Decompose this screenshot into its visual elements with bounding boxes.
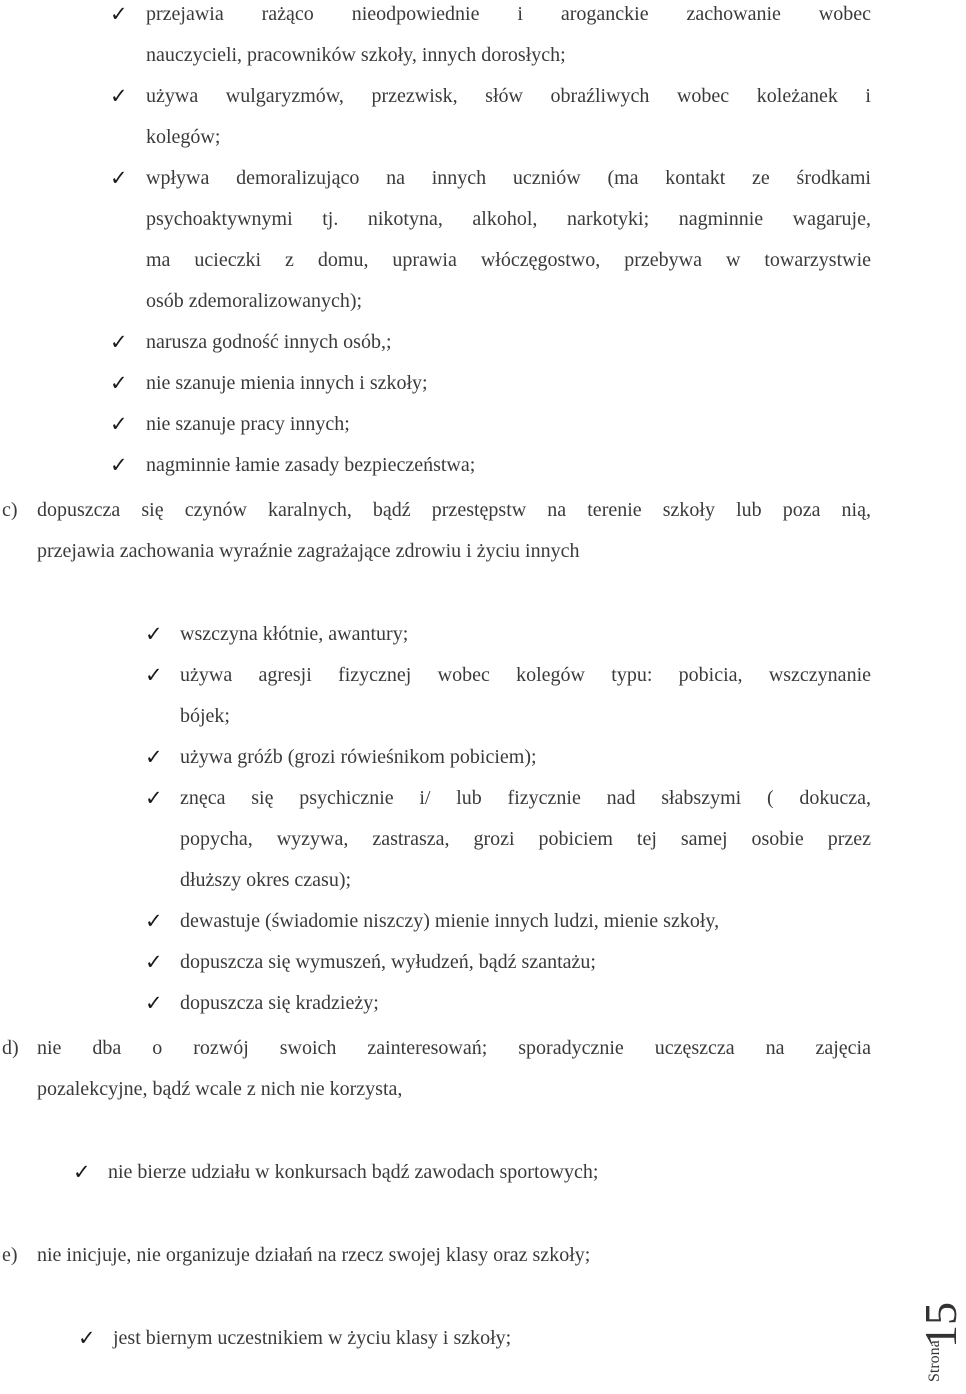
text-line — [0, 737, 960, 778]
section-text: przejawia zachowania wyraźnie zagrażające zdrowiu i życiu innych — [37, 540, 580, 562]
checkmark-icon: ✓ — [78, 1326, 96, 1350]
list-item-text: nie szanuje mienia innych i szkoły; — [146, 372, 428, 394]
section-text: dopuszcza się czynów karalnych, bądź przestępstw na terenie szkoły lub poza nią, — [37, 499, 871, 521]
checkmark-icon: ✓ — [110, 84, 128, 108]
list-item-text: wpływa demoralizująco na innych uczniów (ma kontakt ze środkami — [146, 167, 871, 189]
text-line — [0, 490, 960, 531]
list-item-text: używa agresji fizycznej wobec kolegów typu: pobicia, wszczynanie — [180, 664, 871, 686]
list-item-text: dewastuje (świadomie niszczy) mienie innych ludzi, mienie szkoły, — [180, 910, 720, 932]
text-line — [0, 1152, 960, 1193]
list-item-text: ma ucieczki z domu, uprawia włóczęgostwo, przebywa w towarzystwie — [146, 249, 871, 271]
checkmark-icon: ✓ — [145, 991, 163, 1015]
list-item-text: bójek; — [180, 705, 230, 727]
text-line — [0, 819, 960, 860]
section-marker: e) — [2, 1244, 18, 1266]
text-line — [0, 655, 960, 696]
text-line — [0, 281, 960, 322]
text-line — [0, 117, 960, 158]
page-footer — [915, 1286, 966, 1394]
list-item-text: osób zdemoralizowanych); — [146, 290, 363, 312]
section-text: pozalekcyjne, bądź wcale z nich nie korzysta, — [37, 1078, 403, 1100]
list-item-text: wszczyna kłótnie, awantury; — [180, 623, 409, 645]
section-text: nie inicjuje, nie organizuje działań na rzecz swojej klasy oraz szkoły; — [37, 1244, 591, 1266]
list-item-text: narusza godność innych osób,; — [146, 331, 392, 353]
checkmark-icon: ✓ — [110, 330, 128, 354]
checkmark-icon: ✓ — [145, 909, 163, 933]
text-line — [0, 1318, 960, 1359]
checkmark-icon: ✓ — [145, 622, 163, 646]
text-line — [0, 860, 960, 901]
list-item-text: nie szanuje pracy innych; — [146, 413, 350, 435]
text-line — [0, 983, 960, 1024]
text-line — [0, 35, 960, 76]
text-line — [0, 199, 960, 240]
checkmark-icon: ✓ — [110, 453, 128, 477]
list-item-text: kolegów; — [146, 126, 221, 148]
list-item-text: dopuszcza się kradzieży; — [180, 992, 379, 1014]
text-line — [0, 1069, 960, 1110]
text-line — [0, 445, 960, 486]
list-item-text: dłuższy okres czasu); — [180, 869, 352, 891]
section-marker: c) — [2, 499, 18, 521]
text-line — [0, 1028, 960, 1069]
text-line — [0, 531, 960, 572]
list-item-text: nagminnie łamie zasady bezpieczeństwa; — [146, 454, 476, 476]
checkmark-icon: ✓ — [145, 745, 163, 769]
list-item-text: jest biernym uczestnikiem w życiu klasy i szkoły; — [113, 1327, 512, 1349]
text-line — [0, 158, 960, 199]
text-line — [0, 614, 960, 655]
text-line — [0, 322, 960, 363]
section-text: nie dba o rozwój swoich zainteresowań; sporadycznie uczęszcza na zajęcia — [37, 1037, 871, 1059]
text-line — [0, 901, 960, 942]
list-item-text: używa gróźb (grozi rówieśnikom pobiciem); — [180, 746, 537, 768]
section-marker: d) — [2, 1037, 19, 1059]
list-item-text: przejawia rażąco nieodpowiednie i aroganckie zachowanie wobec — [146, 3, 871, 25]
checkmark-icon: ✓ — [110, 412, 128, 436]
list-item-text: używa wulgaryzmów, przezwisk, słów obraźliwych wobec koleżanek i — [146, 85, 871, 107]
list-item-text: psychoaktywnymi tj. nikotyna, alkohol, narkotyki; nagminnie wagaruje, — [146, 208, 871, 230]
text-line — [0, 363, 960, 404]
checkmark-icon: ✓ — [110, 166, 128, 190]
text-line — [0, 0, 960, 35]
list-item-text: nauczycieli, pracowników szkoły, innych dorosłych; — [146, 44, 566, 66]
text-line — [0, 240, 960, 281]
checkmark-icon: ✓ — [145, 663, 163, 687]
page-label: Strona — [926, 1340, 943, 1382]
text-line — [0, 942, 960, 983]
text-line — [0, 404, 960, 445]
text-line — [0, 696, 960, 737]
checkmark-icon: ✓ — [145, 786, 163, 810]
checkmark-icon: ✓ — [145, 950, 163, 974]
list-item-text: dopuszcza się wymuszeń, wyłudzeń, bądź szantażu; — [180, 951, 596, 973]
text-line — [0, 778, 960, 819]
checkmark-icon: ✓ — [110, 2, 128, 26]
list-item-text: popycha, wyzywa, zastrasza, grozi pobiciem tej samej osobie przez — [180, 828, 871, 850]
list-item-text: nie bierze udziału w konkursach bądź zawodach sportowych; — [108, 1161, 599, 1183]
text-line — [0, 76, 960, 117]
text-line — [0, 1235, 960, 1276]
list-item-text: znęca się psychicznie i/ lub fizycznie nad słabszymi ( dokucza, — [180, 787, 871, 809]
checkmark-icon: ✓ — [110, 371, 128, 395]
page-number: 15 — [915, 1302, 966, 1348]
checkmark-icon: ✓ — [73, 1160, 91, 1184]
